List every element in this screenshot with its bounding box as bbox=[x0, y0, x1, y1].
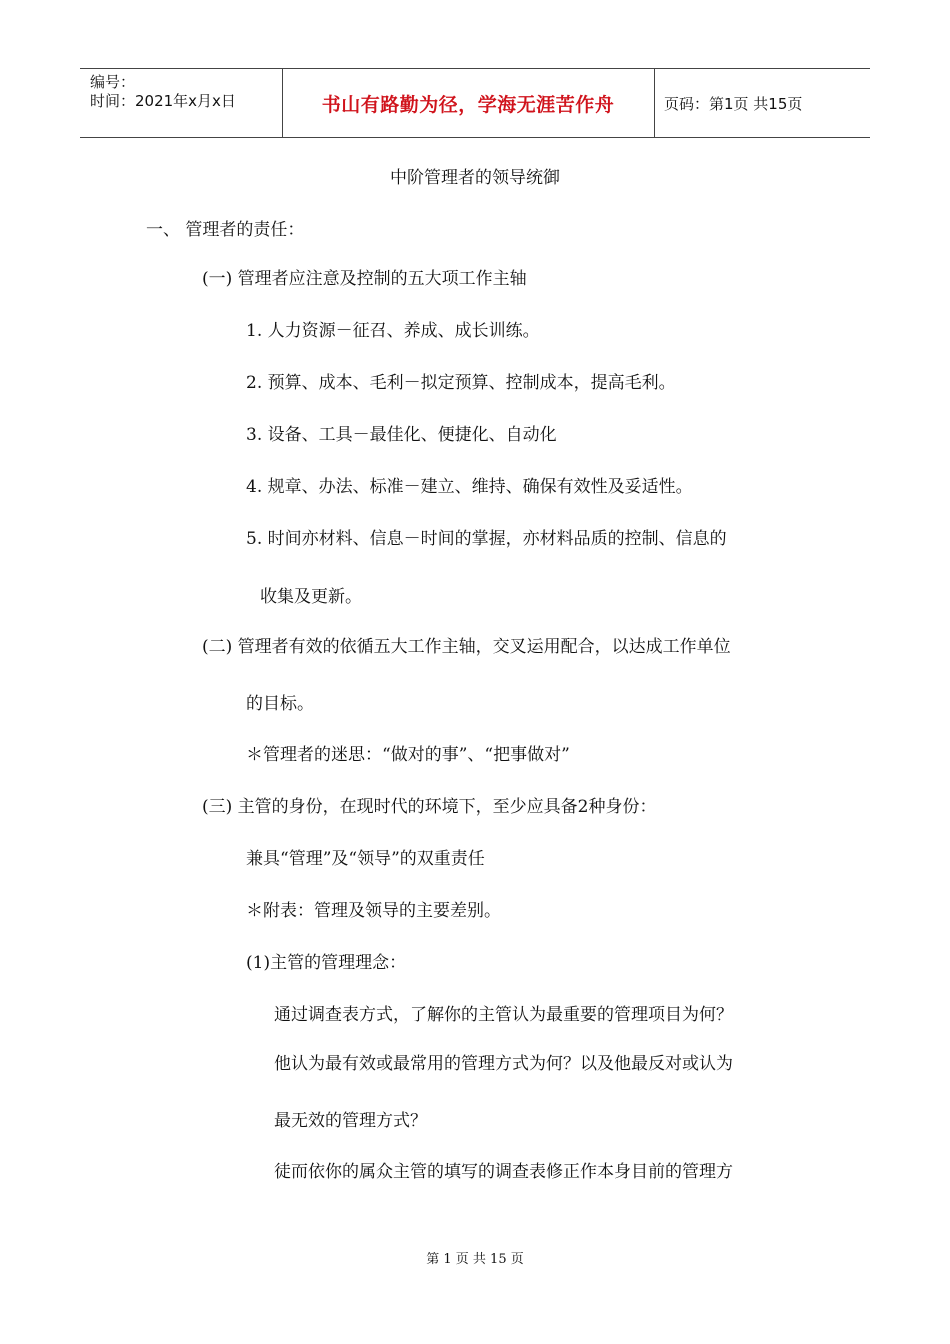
page-footer: 第 1 页 共 15 页 bbox=[426, 1252, 524, 1267]
document-title: 中阶管理者的领导统御 bbox=[390, 168, 560, 188]
subsection-heading: (二) 管理者有效的依循五大工作主轴，交叉运用配合，以达成工作单位 bbox=[202, 637, 731, 657]
time-label: 时间：2021年x月x日 bbox=[90, 92, 236, 110]
header-meta bbox=[90, 73, 236, 111]
list-item: 4. 规章、办法、标准－建立、维持、确保有效性及妥适性。 bbox=[246, 477, 693, 497]
paragraph: 通过调查表方式，了解你的主管认为最重要的管理项目为何？ bbox=[274, 1005, 733, 1025]
subsection-heading: (一) 管理者应注意及控制的五大项工作主轴 bbox=[202, 269, 527, 289]
paragraph: 徒而依你的属众主管的填写的调查表修正作本身目前的管理方 bbox=[274, 1162, 733, 1182]
note-line: ＊附表：管理及领导的主要差别。 bbox=[246, 901, 501, 921]
numbered-heading: (1)主管的管理理念： bbox=[246, 953, 407, 973]
paragraph: 兼具“管理”及“领导”的双重责任 bbox=[246, 849, 485, 869]
list-item: 1. 人力资源－征召、养成、成长训练。 bbox=[246, 321, 540, 341]
section-heading: 一、 管理者的责任： bbox=[146, 220, 305, 240]
paragraph-continued: 的目标。 bbox=[246, 694, 314, 714]
header-motto: 书山有路勤为径，学海无涯苦作舟 bbox=[321, 93, 615, 116]
header-divider bbox=[654, 69, 655, 137]
document-header bbox=[80, 68, 870, 138]
paragraph: 他认为最有效或最常用的管理方式为何？以及他最反对或认为 bbox=[274, 1054, 733, 1074]
list-item: 2. 预算、成本、毛利－拟定预算、控制成本，提高毛利。 bbox=[246, 373, 676, 393]
header-page-code: 页码：第1页 共15页 bbox=[664, 94, 803, 113]
serial-label: 编号： bbox=[90, 73, 136, 91]
note-line: ＊管理者的迷思：“做对的事”、“把事做对” bbox=[246, 745, 570, 765]
list-item: 5. 时间亦材料、信息－时间的掌握，亦材料品质的控制、信息的 bbox=[246, 529, 727, 549]
list-item-continued: 收集及更新。 bbox=[260, 587, 362, 607]
list-item: 3. 设备、工具－最佳化、便捷化、自动化 bbox=[246, 425, 557, 445]
paragraph-continued: 最无效的管理方式？ bbox=[274, 1111, 427, 1131]
subsection-heading: (三) 主管的身份，在现时代的环境下，至少应具备2种身份： bbox=[202, 797, 657, 817]
